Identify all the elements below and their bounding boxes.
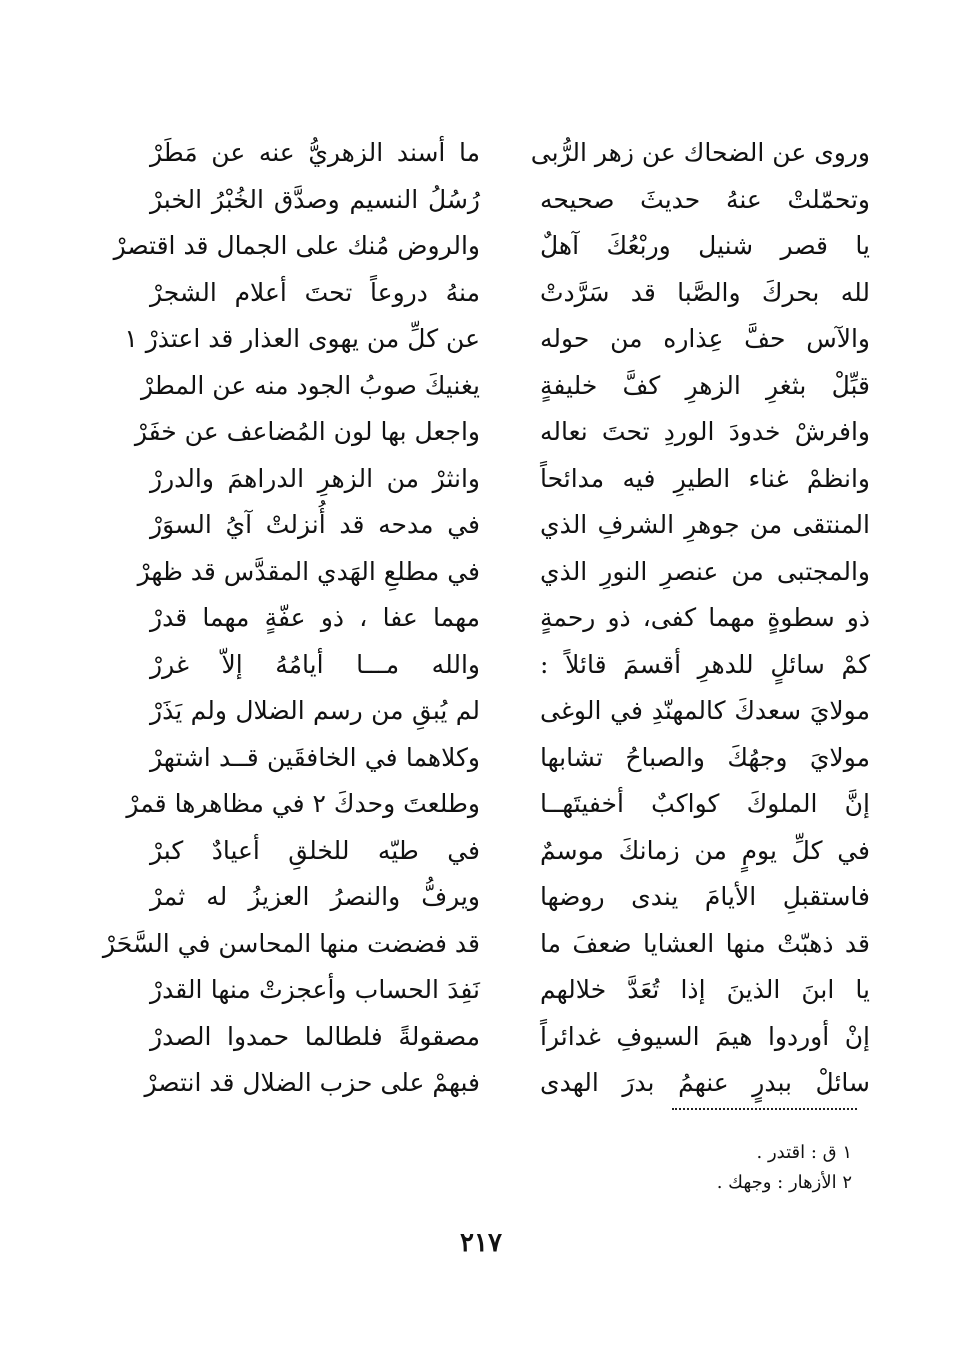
verse-line (150, 874, 870, 921)
verse-line (150, 270, 870, 317)
verse-line (150, 130, 870, 177)
hemistich-second: وطلعتَ وحدكَ ٢ في مظاهرها قمرْ (126, 789, 480, 819)
hemistich-first: مولايَ سعدكَ كالمهنّدِ في الوغى (540, 696, 870, 726)
verse-line (126, 781, 870, 828)
footnote: ١ ق : اقتدر . (756, 1142, 852, 1163)
verse-line (144, 1060, 870, 1107)
verse-line (150, 502, 870, 549)
verse-line (150, 177, 870, 224)
hemistich-second: وكلاهما في الخافقَين قــد اشتهرْ (150, 742, 480, 772)
verse-line (113, 223, 870, 270)
hemistich-first: المنتقى من جوهرِ الشرفِ الذي (540, 510, 870, 540)
hemistich-second: فبهمْ على حزب الضلال قد انتصرْ (144, 1068, 480, 1098)
hemistich-first: مولايَ وجهُكَ والصباحُ تشابها (540, 742, 870, 772)
footnote-separator (672, 1108, 857, 1110)
hemistich-first: كمْ سائلٍ للدهرِ أقسمَ قائلاً : (540, 649, 870, 679)
verse-line (150, 688, 870, 735)
verse-line (134, 409, 870, 456)
hemistich-second: مصقولةً فلطالما حمدوا الصدرْ (150, 1021, 480, 1051)
hemistich-first: يا ابنَ الذينَ إذا تُعَدَّ خلالهم (540, 975, 870, 1005)
verse-line (141, 363, 870, 410)
hemistich-first: وروى عن الضحاك عن زهر الرُّبى (530, 138, 870, 168)
hemistich-first: وانظمْ غناء الطيرِ فيه مدائحاً (540, 463, 870, 493)
verse-line (124, 316, 870, 363)
hemistich-first: فاستقبلِ الأيامَ يندى روضها (540, 882, 870, 912)
footnote: ٢ الأزهار : وجهك . (716, 1172, 852, 1193)
hemistich-second: في مطلعِ الهَدي المقدَّس قد ظهرْ (137, 556, 480, 586)
hemistich-second: مهما عفا ، ذو عفّةٍ مهما قدرْ (150, 603, 480, 633)
verse-line (150, 456, 870, 503)
hemistich-second: عن كلِّ من يهوى العذار قد اعتذرْ ١ (124, 324, 480, 354)
hemistich-second: والروض مُنك على الجمال قد اقتصرْ (113, 231, 480, 261)
hemistich-first: ذو سطوةٍ مهما كفى، ذو رحمةٍ (540, 603, 870, 633)
verse-line (150, 595, 870, 642)
footnotes (717, 1138, 852, 1198)
hemistich-second: قد فضضت منها المحاسن في السَّحَرْ (102, 928, 480, 958)
hemistich-second: لم يُبقِ من رسم الضلال ولم يَذَرْ (150, 696, 480, 726)
hemistich-first: إنْ أوردوا هيمَ السيوفِ غدائراً (540, 1021, 870, 1051)
verse-line (150, 1014, 870, 1061)
page-number: ٢١٧ (460, 1228, 502, 1258)
hemistich-second: يغنيكَ صوبُ الجود منه عن المطرْ (141, 370, 480, 400)
verse-line (150, 828, 870, 875)
verse-line (150, 642, 870, 689)
verse-line (102, 921, 870, 968)
hemistich-first: وافرشْ خدودَ الوردِ تحتَ نعاله (540, 417, 870, 447)
hemistich-second: نَفِدَ الحساب وأعجزتْ منها القدرْ (150, 975, 480, 1005)
hemistich-first: والمجتبى من عنصرِ النورِ الذي (540, 556, 870, 586)
hemistich-first: قد ذهبّتْ منها العشايا ضعفَ ما (540, 928, 870, 958)
hemistich-first: يا قصر شنيل وربْعُكَ آهلٌ (540, 231, 870, 261)
hemistich-first: لله بحركَ والصَّبا قد سَرَّدتْ (540, 277, 870, 307)
hemistich-second: والله مـــا أيامُهُ إلاّ غررْ (150, 649, 480, 679)
hemistich-second: في طيّه للخلقِ أعيادٌ كبرْ (150, 835, 480, 865)
hemistich-second: ما أسند الزهريُّ عنه عن مَطَرْ (150, 138, 480, 168)
hemistich-first: إنَّ الملوكَ كواكبٌ أخفيتَهــا (540, 789, 870, 819)
hemistich-second: وانثرْ من الزهرِ الدراهمَ والدررْ (150, 463, 480, 493)
hemistich-second: واجعل بها لون المُضاعف عن خفَرْ (134, 417, 480, 447)
hemistich-first: في كلِّ يومٍ من زمانكَ موسمٌ (540, 835, 870, 865)
verse-line (137, 549, 870, 596)
hemistich-first: سائلْ ببدرٍ عنهمُ بدرَ الهدى (540, 1068, 870, 1098)
hemistich-second: ويرفُّ والنصرُ العزيزُ له ثمرْ (150, 882, 480, 912)
hemistich-second: في مدحه قد أُنزلتْ آيُ السوَرْ (150, 510, 480, 540)
poem-body (102, 130, 870, 1107)
hemistich-first: وتحمّلتْ عنهُ حديثَ صحيحه (540, 184, 870, 214)
hemistich-second: رُسُلُ النسيم وصدَّق الخُبْرُ الخبرْ (150, 184, 480, 214)
verse-line (150, 967, 870, 1014)
hemistich-first: والآس حفَّ عِذاره من حوله (540, 324, 870, 354)
verse-line (150, 735, 870, 782)
hemistich-second: منهُ دروعاً تحتَ أعلام الشجرْ (150, 277, 480, 307)
hemistich-first: قبِّلْ بثغرِ الزهرِ كفَّ خليفةٍ (540, 370, 870, 400)
